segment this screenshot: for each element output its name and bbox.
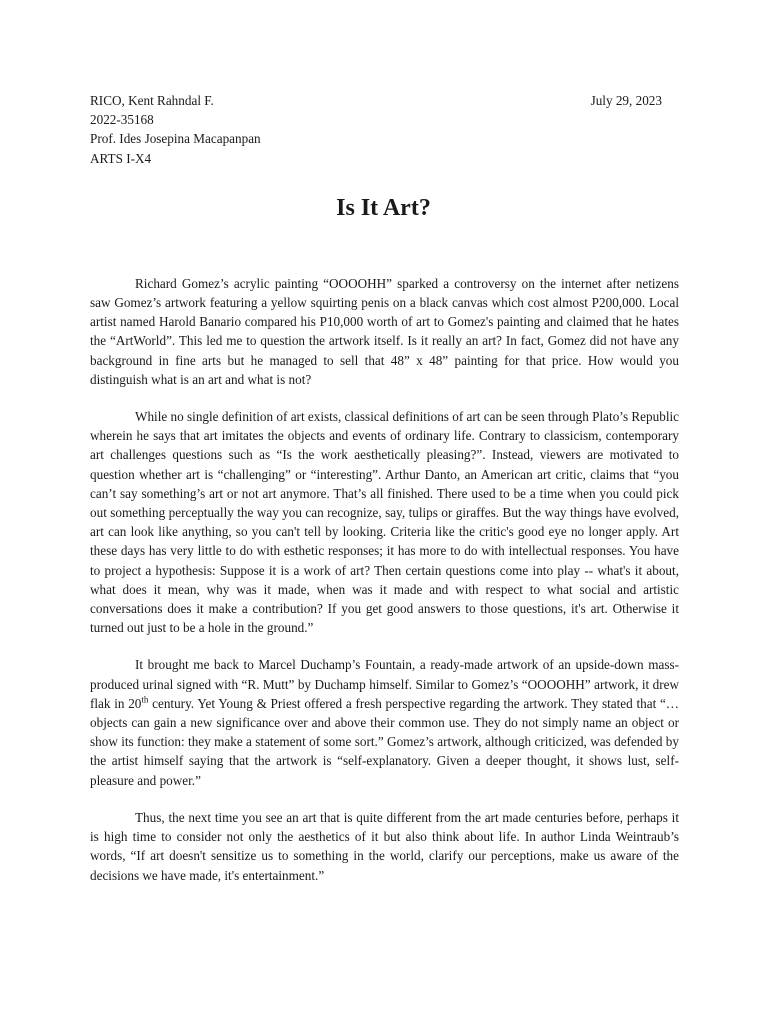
ordinal-superscript: th [141,694,149,705]
student-number: 2022-35168 [90,112,154,128]
paragraph-3 [90,655,679,789]
author-name: RICO, Kent Rahndal F. [90,93,214,108]
professor-name: Prof. Ides Josepina Macapanpan [90,131,261,147]
document-body [90,274,679,885]
paragraph-3-part-2: century. Yet Young & Priest offered a fresh perspective regarding the artwork. They stated that “…objects can gain a new significance over and above their common use. They do not simply name an object or show its function: they make a statement of some sort.” Gomez’s artwork, although criticized, was defended by the artist himself saying that the artwork is “self-explanatory. Given a deeper thought, it shows lust, self-pleasure and power.” [90,695,679,788]
paragraph-1: Richard Gomez’s acrylic painting “OOOOHH” sparked a controversy on the internet after netizens saw Gomez’s artwork featuring a yellow squirting penis on a black canvas which cost almost P200,000. Local artist named Harold Banario compared his P10,000 worth of art to Gomez's painting and claimed that he hates the “ArtWorld”. This led me to question the artwork itself. Is it really an art? In fact, Gomez did not have any background in fine arts but he managed to sell that 48” x 48” painting for that price. How would you distinguish what is an art and what is not? [90,275,679,387]
document-date: July 29, 2023 [590,93,662,108]
course-code: ARTS I-X4 [90,150,152,166]
paragraph-3-part-1: It brought me back to Marcel Duchamp’s Fountain, a ready-made artwork of an upside-down mass-produced urinal signed with “R. Mutt” by Duchamp himself. Similar to Gomez’s “OOOOHH” artwork, it drew flak in 20 [90,657,679,711]
document-title: Is It Art? [336,194,431,221]
paragraph-2: While no single definition of art exists, classical definitions of art can be seen through Plato’s Republic wherein he says that art imitates the objects and events of ordinary life. Contrary to classicism, contemporary art challenges questions such as “Is the work aesthetically pleasing?”. Instead, viewers are motivated to question whether art is “challenging” or “interesting”. Arthur Danto, an American art critic, claims that “you can’t say something’s art or not art anymore. That’s all finished. There used to be a time when you could pick out something perceptually the way you can recognize, say, tulips or giraffes. But the way things have evolved, art can look like anything, so you can't tell by looking. Criteria like the critic's good eye no longer apply. Art these days has very little to do with esthetic responses; it has more to do with intellectual responses. You have to project a hypothesis: Suppose it is a work of art? Then certain questions come into play -- what's it about, what does it mean, why was it made, when was it made and with respect to what social and artistic conversations does it make a contribution? If you get good answers to those questions, it's art. Otherwise it turned out just to be a hole in the ground.” [90,409,679,636]
document-page [90,91,679,903]
paragraph-4: Thus, the next time you see an art that is quite different from the art made centuries before, perhaps it is high time to consider not only the aesthetics of it but also think about life. In author Linda Weintraub’s words, “If art doesn't sensitize us to something in the world, clarify our perceptions, make us aware of the decisions we have made, it's entertainment.” [90,809,679,883]
document-header [90,91,679,168]
